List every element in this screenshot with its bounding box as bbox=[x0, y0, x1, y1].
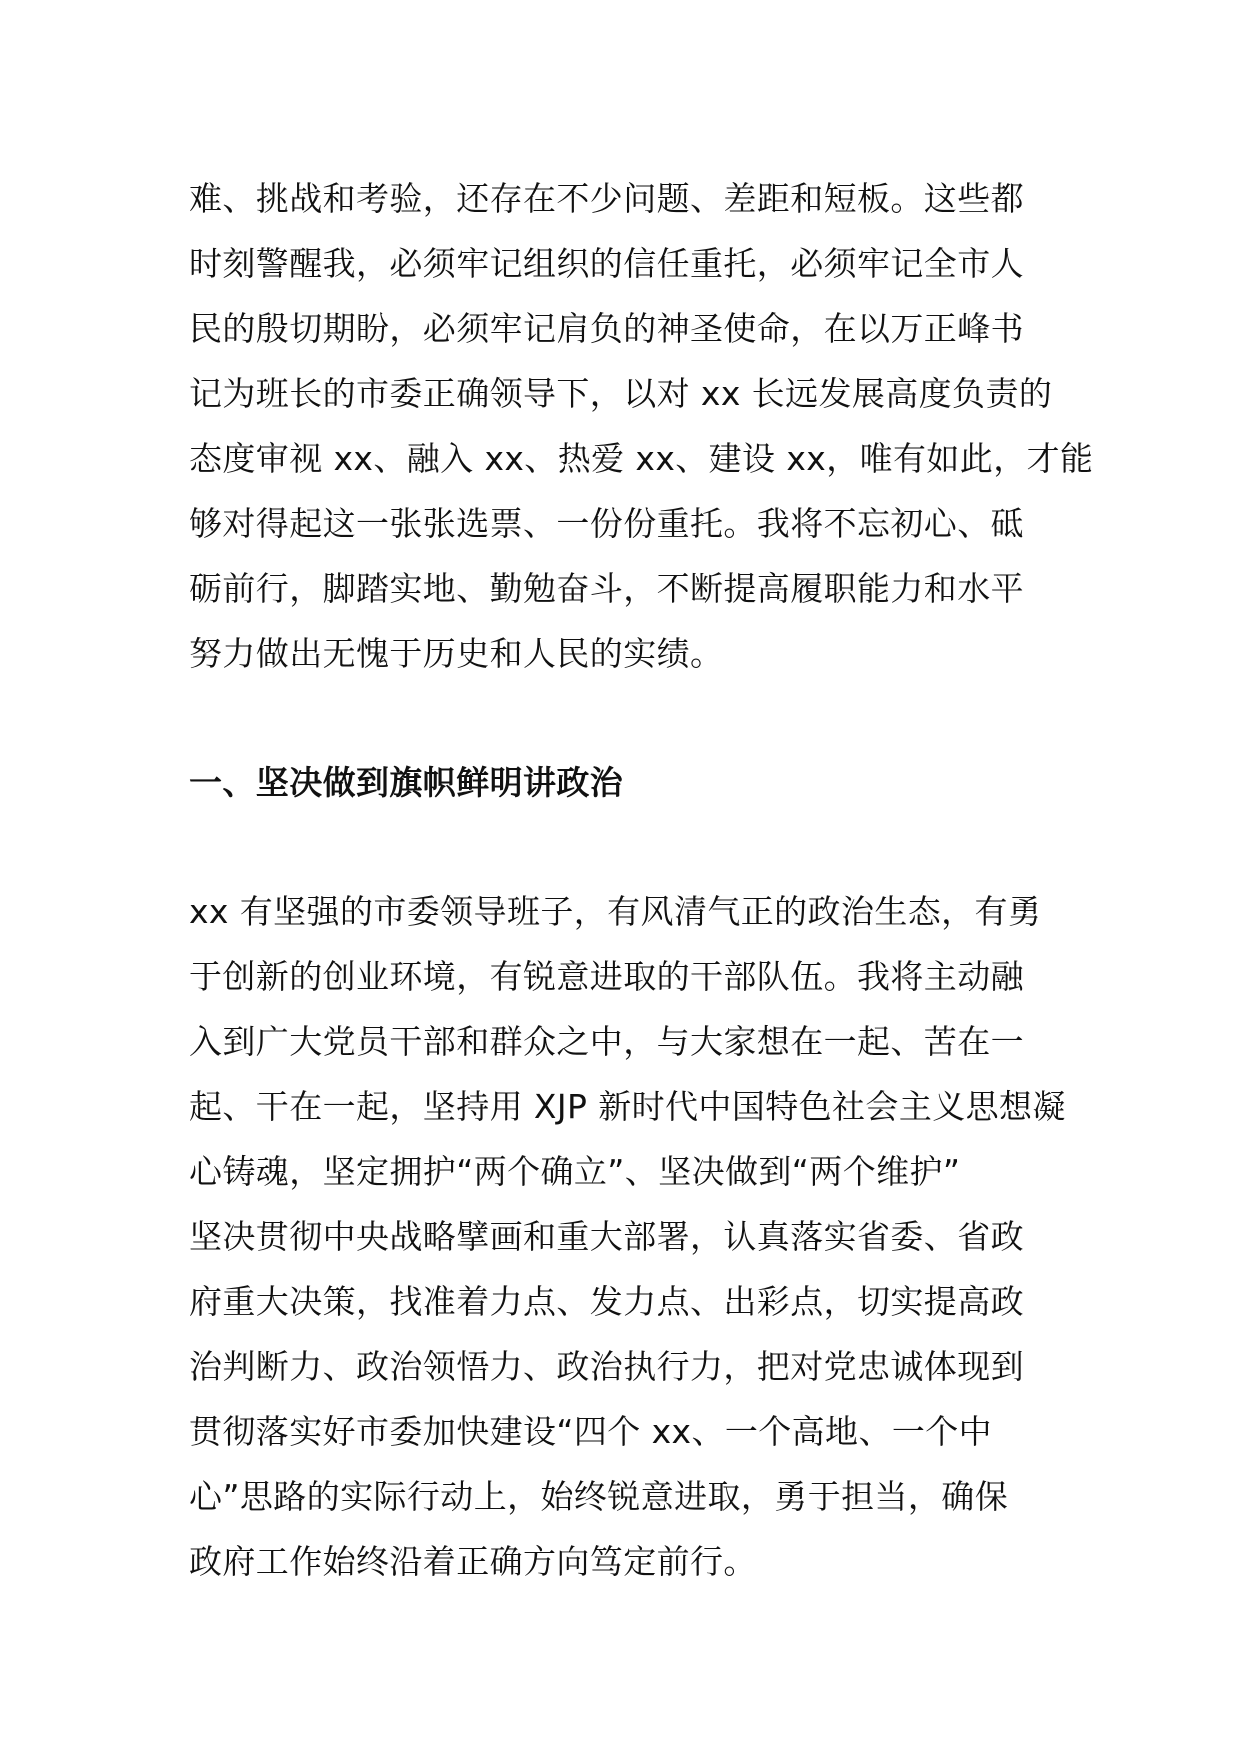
section-heading-1: 一、坚决做到旗帜鲜明讲政治 bbox=[189, 763, 624, 802]
paragraph-1-line: 记为班长的市委正确领导下，以对 xx 长远发展高度负责的 bbox=[189, 374, 1053, 413]
paragraph-2-line: 入到广大党员干部和群众之中，与大家想在一起、苦在一 bbox=[189, 1022, 1024, 1061]
paragraph-2-line: 治判断力、政治领悟力、政治执行力，把对党忠诚体现到 bbox=[189, 1347, 1024, 1386]
paragraph-2-line: 心”思路的实际行动上，始终锐意进取，勇于担当，确保 bbox=[189, 1477, 1009, 1516]
paragraph-2-line: xx 有坚强的市委领导班子，有风清气正的政治生态，有勇 bbox=[189, 892, 1042, 931]
paragraph-2 bbox=[189, 879, 1064, 1594]
paragraph-1-line: 够对得起这一张张选票、一份份重托。我将不忘初心、砥 bbox=[189, 504, 1024, 543]
paragraph-2-line: 贯彻落实好市委加快建设“四个 xx、一个高地、一个中 bbox=[189, 1412, 993, 1451]
paragraph-1-line: 时刻警醒我，必须牢记组织的信任重托，必须牢记全市人 bbox=[189, 244, 1024, 283]
paragraph-2-line: 政府工作始终沿着正确方向笃定前行。 bbox=[189, 1542, 757, 1581]
paragraph-1-line: 民的殷切期盼，必须牢记肩负的神圣使命，在以万正峰书 bbox=[189, 309, 1024, 348]
paragraph-2-line: 于创新的创业环境，有锐意进取的干部队伍。我将主动融 bbox=[189, 957, 1024, 996]
paragraph-1-line: 砺前行，脚踏实地、勤勉奋斗，不断提高履职能力和水平 bbox=[189, 569, 1024, 608]
paragraph-2-line: 起、干在一起，坚持用 XJP 新时代中国特色社会主义思想凝 bbox=[189, 1087, 1066, 1126]
paragraph-1-line: 难、挑战和考验，还存在不少问题、差距和短板。这些都 bbox=[189, 179, 1024, 218]
paragraph-1-line: 态度审视 xx、融入 xx、热爱 xx、建设 xx，唯有如此，才能 bbox=[189, 439, 1094, 478]
paragraph-2-line: 心铸魂，坚定拥护“两个确立”、坚决做到“两个维护” bbox=[189, 1152, 961, 1191]
paragraph-2-line: 府重大决策，找准着力点、发力点、出彩点，切实提高政 bbox=[189, 1282, 1024, 1321]
paragraph-2-line: 坚决贯彻中央战略擘画和重大部署，认真落实省委、省政 bbox=[189, 1217, 1024, 1256]
paragraph-1 bbox=[189, 166, 1094, 686]
document-body bbox=[189, 166, 1094, 1594]
paragraph-1-line: 努力做出无愧于历史和人民的实绩。 bbox=[189, 634, 724, 673]
